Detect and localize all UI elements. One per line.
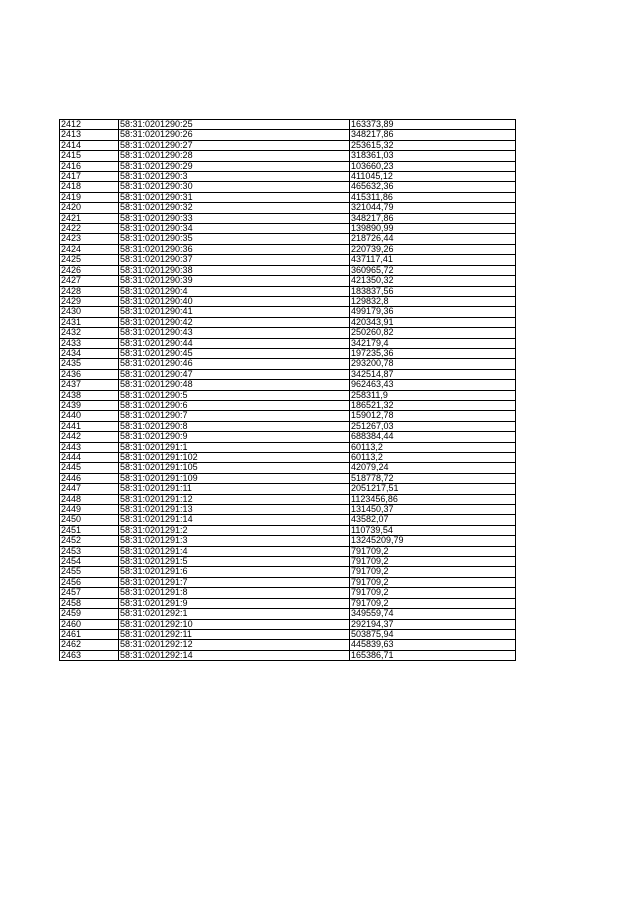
value-cell: 258311,9 <box>350 390 516 400</box>
cadastral-number-cell: 58:31:0201290:29 <box>119 161 350 171</box>
value-cell: 250260,82 <box>350 328 516 338</box>
row-number-cell: 2447 <box>60 484 119 494</box>
value-cell: 163373,89 <box>350 120 516 130</box>
table-row <box>60 244 516 254</box>
row-number-cell: 2427 <box>60 276 119 286</box>
table-row <box>60 296 516 306</box>
value-cell: 342514,87 <box>350 369 516 379</box>
table-row <box>60 640 516 650</box>
table-row <box>60 151 516 161</box>
cadastral-number-cell: 58:31:0201290:47 <box>119 369 350 379</box>
table-row <box>60 505 516 515</box>
value-cell: 321044,79 <box>350 203 516 213</box>
row-number-cell: 2414 <box>60 140 119 150</box>
value-cell: 139890,99 <box>350 224 516 234</box>
cadastral-number-cell: 58:31:0201291:13 <box>119 505 350 515</box>
row-number-cell: 2425 <box>60 255 119 265</box>
row-number-cell: 2445 <box>60 463 119 473</box>
table-row <box>60 484 516 494</box>
row-number-cell: 2418 <box>60 182 119 192</box>
cadastral-number-cell: 58:31:0201290:44 <box>119 338 350 348</box>
cadastral-number-cell: 58:31:0201290:9 <box>119 432 350 442</box>
value-cell: 183837,56 <box>350 286 516 296</box>
row-number-cell: 2439 <box>60 400 119 410</box>
cadastral-number-cell: 58:31:0201290:4 <box>119 286 350 296</box>
table-row <box>60 286 516 296</box>
cadastral-number-cell: 58:31:0201290:34 <box>119 224 350 234</box>
row-number-cell: 2435 <box>60 359 119 369</box>
value-cell: 791709,2 <box>350 557 516 567</box>
row-number-cell: 2461 <box>60 629 119 639</box>
cadastral-number-cell: 58:31:0201291:109 <box>119 473 350 483</box>
table-row <box>60 598 516 608</box>
cadastral-number-cell: 58:31:0201290:38 <box>119 265 350 275</box>
cadastral-number-cell: 58:31:0201290:25 <box>119 120 350 130</box>
table-row <box>60 120 516 130</box>
value-cell: 688384,44 <box>350 432 516 442</box>
value-cell: 293200,78 <box>350 359 516 369</box>
row-number-cell: 2438 <box>60 390 119 400</box>
value-cell: 13245209,79 <box>350 536 516 546</box>
value-cell: 110739,54 <box>350 525 516 535</box>
value-cell: 342179,4 <box>350 338 516 348</box>
table-row <box>60 442 516 452</box>
table-row <box>60 172 516 182</box>
value-cell: 411045,12 <box>350 172 516 182</box>
table-row <box>60 400 516 410</box>
value-cell: 318361,03 <box>350 151 516 161</box>
table-row <box>60 515 516 525</box>
table-row <box>60 317 516 327</box>
table-row <box>60 567 516 577</box>
row-number-cell: 2462 <box>60 640 119 650</box>
value-cell: 437117,41 <box>350 255 516 265</box>
table-row <box>60 265 516 275</box>
value-cell: 518778,72 <box>350 473 516 483</box>
value-cell: 292194,37 <box>350 619 516 629</box>
table-row <box>60 359 516 369</box>
value-cell: 499179,36 <box>350 307 516 317</box>
value-cell: 1123456,86 <box>350 494 516 504</box>
cadastral-number-cell: 58:31:0201292:11 <box>119 629 350 639</box>
value-cell: 43582,07 <box>350 515 516 525</box>
value-cell: 251267,03 <box>350 421 516 431</box>
cadastral-number-cell: 58:31:0201290:43 <box>119 328 350 338</box>
cadastral-number-cell: 58:31:0201290:48 <box>119 380 350 390</box>
row-number-cell: 2424 <box>60 244 119 254</box>
value-cell: 131450,37 <box>350 505 516 515</box>
table-row <box>60 525 516 535</box>
row-number-cell: 2458 <box>60 598 119 608</box>
row-number-cell: 2415 <box>60 151 119 161</box>
row-number-cell: 2434 <box>60 348 119 358</box>
row-number-cell: 2429 <box>60 296 119 306</box>
value-cell: 349559,74 <box>350 609 516 619</box>
cadastral-number-cell: 58:31:0201291:14 <box>119 515 350 525</box>
table-row <box>60 453 516 463</box>
value-cell: 421350,32 <box>350 276 516 286</box>
row-number-cell: 2420 <box>60 203 119 213</box>
cadastral-number-cell: 58:31:0201291:3 <box>119 536 350 546</box>
cadastral-number-cell: 58:31:0201292:10 <box>119 619 350 629</box>
row-number-cell: 2431 <box>60 317 119 327</box>
cadastral-number-cell: 58:31:0201290:8 <box>119 421 350 431</box>
cadastral-number-cell: 58:31:0201292:12 <box>119 640 350 650</box>
value-cell: 186521,32 <box>350 400 516 410</box>
cadastral-number-cell: 58:31:0201290:26 <box>119 130 350 140</box>
table-row <box>60 276 516 286</box>
row-number-cell: 2437 <box>60 380 119 390</box>
row-number-cell: 2460 <box>60 619 119 629</box>
row-number-cell: 2423 <box>60 234 119 244</box>
cadastral-number-cell: 58:31:0201290:3 <box>119 172 350 182</box>
value-cell: 962463,43 <box>350 380 516 390</box>
value-cell: 253615,32 <box>350 140 516 150</box>
cadastral-number-cell: 58:31:0201290:36 <box>119 244 350 254</box>
row-number-cell: 2426 <box>60 265 119 275</box>
table-row <box>60 203 516 213</box>
cadastral-number-cell: 58:31:0201290:40 <box>119 296 350 306</box>
table-row <box>60 463 516 473</box>
table-row <box>60 307 516 317</box>
cadastral-number-cell: 58:31:0201290:7 <box>119 411 350 421</box>
cadastral-number-cell: 58:31:0201290:28 <box>119 151 350 161</box>
cadastral-number-cell: 58:31:0201291:2 <box>119 525 350 535</box>
value-cell: 2051217,51 <box>350 484 516 494</box>
value-cell: 348217,86 <box>350 130 516 140</box>
row-number-cell: 2454 <box>60 557 119 567</box>
cadastral-number-cell: 58:31:0201291:102 <box>119 453 350 463</box>
value-cell: 218726,44 <box>350 234 516 244</box>
value-cell: 791709,2 <box>350 577 516 587</box>
row-number-cell: 2417 <box>60 172 119 182</box>
row-number-cell: 2457 <box>60 588 119 598</box>
table-row <box>60 161 516 171</box>
row-number-cell: 2451 <box>60 525 119 535</box>
cadastral-number-cell: 58:31:0201291:9 <box>119 598 350 608</box>
cadastral-number-cell: 58:31:0201290:41 <box>119 307 350 317</box>
cadastral-number-cell: 58:31:0201290:42 <box>119 317 350 327</box>
row-number-cell: 2421 <box>60 213 119 223</box>
cadastral-number-cell: 58:31:0201290:31 <box>119 192 350 202</box>
table-row <box>60 577 516 587</box>
table-row <box>60 432 516 442</box>
cadastral-number-cell: 58:31:0201290:35 <box>119 234 350 244</box>
value-cell: 220739,26 <box>350 244 516 254</box>
value-cell: 103660,23 <box>350 161 516 171</box>
row-number-cell: 2453 <box>60 546 119 556</box>
value-cell: 791709,2 <box>350 546 516 556</box>
cadastral-number-cell: 58:31:0201292:14 <box>119 650 350 660</box>
cadastral-number-cell: 58:31:0201290:32 <box>119 203 350 213</box>
cadastral-number-cell: 58:31:0201290:37 <box>119 255 350 265</box>
value-cell: 42079,24 <box>350 463 516 473</box>
value-cell: 791709,2 <box>350 598 516 608</box>
row-number-cell: 2450 <box>60 515 119 525</box>
row-number-cell: 2446 <box>60 473 119 483</box>
cadastral-number-cell: 58:31:0201290:27 <box>119 140 350 150</box>
table-row <box>60 255 516 265</box>
table-row <box>60 536 516 546</box>
cadastral-number-cell: 58:31:0201290:46 <box>119 359 350 369</box>
cadastral-number-cell: 58:31:0201291:12 <box>119 494 350 504</box>
table-row <box>60 224 516 234</box>
table-row <box>60 411 516 421</box>
row-number-cell: 2459 <box>60 609 119 619</box>
value-cell: 360965,72 <box>350 265 516 275</box>
table-row <box>60 380 516 390</box>
row-number-cell: 2440 <box>60 411 119 421</box>
cadastral-number-cell: 58:31:0201291:1 <box>119 442 350 452</box>
value-cell: 348217,86 <box>350 213 516 223</box>
row-number-cell: 2455 <box>60 567 119 577</box>
table-row <box>60 348 516 358</box>
value-cell: 420343,91 <box>350 317 516 327</box>
table-row <box>60 140 516 150</box>
value-cell: 60113,2 <box>350 442 516 452</box>
cadastral-number-cell: 58:31:0201291:4 <box>119 546 350 556</box>
row-number-cell: 2452 <box>60 536 119 546</box>
cadastral-number-cell: 58:31:0201291:11 <box>119 484 350 494</box>
cadastral-number-cell: 58:31:0201291:6 <box>119 567 350 577</box>
table-row <box>60 369 516 379</box>
table-body <box>60 120 516 661</box>
row-number-cell: 2443 <box>60 442 119 452</box>
row-number-cell: 2456 <box>60 577 119 587</box>
table-row <box>60 213 516 223</box>
table-row <box>60 182 516 192</box>
cadastral-number-cell: 58:31:0201290:45 <box>119 348 350 358</box>
cadastral-number-cell: 58:31:0201291:7 <box>119 577 350 587</box>
row-number-cell: 2412 <box>60 120 119 130</box>
cadastral-number-cell: 58:31:0201290:39 <box>119 276 350 286</box>
table-row <box>60 609 516 619</box>
table-row <box>60 338 516 348</box>
row-number-cell: 2444 <box>60 453 119 463</box>
table-row <box>60 328 516 338</box>
cadastral-number-cell: 58:31:0201290:33 <box>119 213 350 223</box>
value-cell: 791709,2 <box>350 588 516 598</box>
value-cell: 159012,78 <box>350 411 516 421</box>
cadastral-number-cell: 58:31:0201291:105 <box>119 463 350 473</box>
table-row <box>60 494 516 504</box>
table-row <box>60 130 516 140</box>
row-number-cell: 2432 <box>60 328 119 338</box>
table-row <box>60 192 516 202</box>
row-number-cell: 2428 <box>60 286 119 296</box>
table-row <box>60 557 516 567</box>
value-cell: 791709,2 <box>350 567 516 577</box>
row-number-cell: 2422 <box>60 224 119 234</box>
cadastral-number-cell: 58:31:0201291:8 <box>119 588 350 598</box>
table-row <box>60 619 516 629</box>
value-cell: 465632,36 <box>350 182 516 192</box>
table-row <box>60 588 516 598</box>
cadastral-number-cell: 58:31:0201290:5 <box>119 390 350 400</box>
value-cell: 445839,63 <box>350 640 516 650</box>
row-number-cell: 2449 <box>60 505 119 515</box>
value-cell: 197235,36 <box>350 348 516 358</box>
value-cell: 503875,94 <box>350 629 516 639</box>
table-row <box>60 390 516 400</box>
cadastral-number-cell: 58:31:0201290:30 <box>119 182 350 192</box>
value-cell: 165386,71 <box>350 650 516 660</box>
table-row <box>60 546 516 556</box>
row-number-cell: 2430 <box>60 307 119 317</box>
row-number-cell: 2436 <box>60 369 119 379</box>
row-number-cell: 2419 <box>60 192 119 202</box>
value-cell: 60113,2 <box>350 453 516 463</box>
table-row <box>60 650 516 660</box>
data-table <box>59 119 516 661</box>
table-row <box>60 421 516 431</box>
row-number-cell: 2463 <box>60 650 119 660</box>
row-number-cell: 2448 <box>60 494 119 504</box>
cadastral-number-cell: 58:31:0201290:6 <box>119 400 350 410</box>
table-row <box>60 234 516 244</box>
value-cell: 129832,8 <box>350 296 516 306</box>
row-number-cell: 2442 <box>60 432 119 442</box>
table-row <box>60 473 516 483</box>
row-number-cell: 2441 <box>60 421 119 431</box>
cadastral-number-cell: 58:31:0201292:1 <box>119 609 350 619</box>
row-number-cell: 2416 <box>60 161 119 171</box>
row-number-cell: 2433 <box>60 338 119 348</box>
value-cell: 415311,86 <box>350 192 516 202</box>
cadastral-number-cell: 58:31:0201291:5 <box>119 557 350 567</box>
table-row <box>60 629 516 639</box>
row-number-cell: 2413 <box>60 130 119 140</box>
